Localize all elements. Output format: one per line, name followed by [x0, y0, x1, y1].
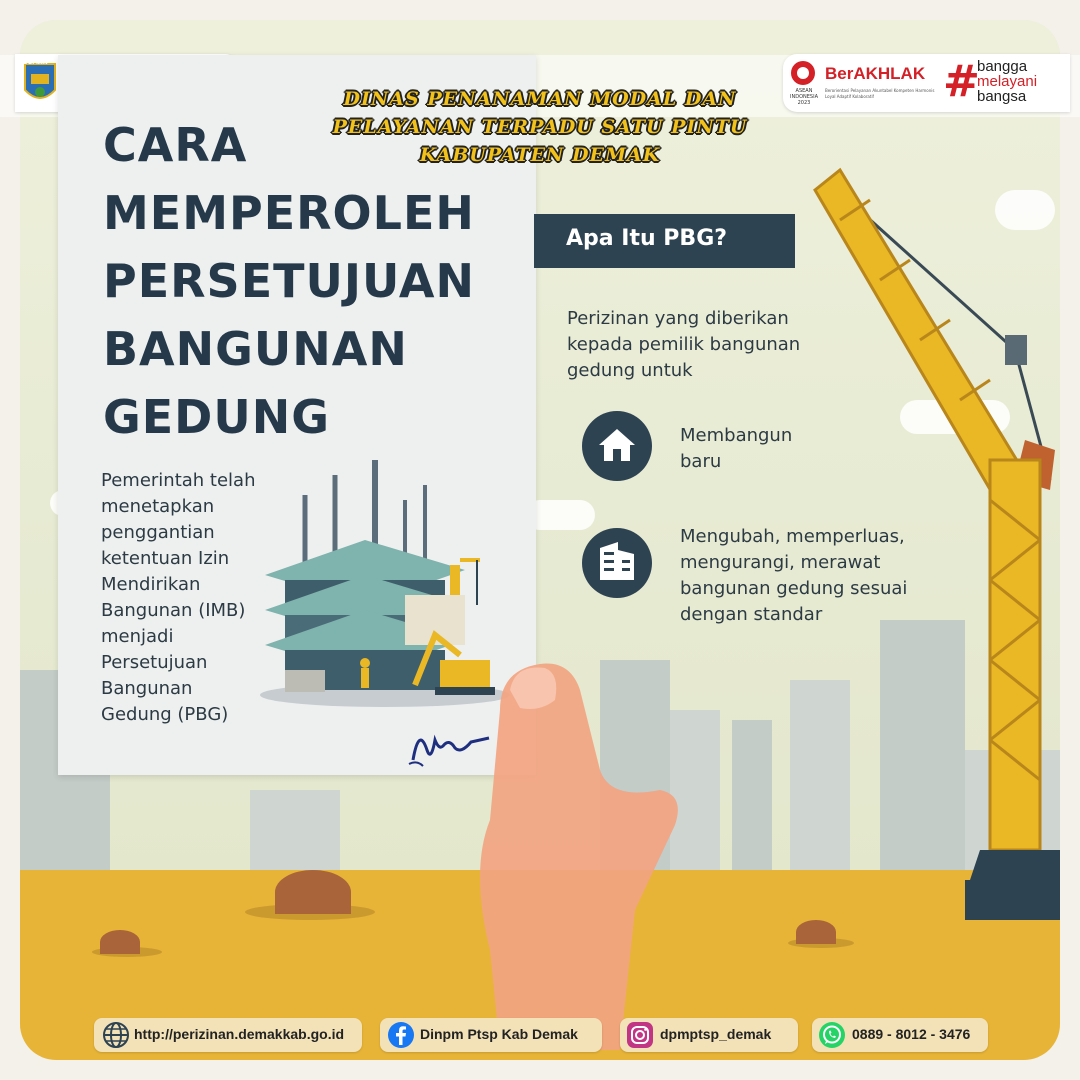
berakhlak-subtext: Berorientasi Pelayanan Akuntabel Kompeten Harmonis Loyal Adaptif Kolaboratif: [825, 88, 935, 99]
house-icon: [597, 425, 637, 465]
main-title-line-3: PERSETUJUAN: [103, 254, 475, 308]
instagram-icon: [626, 1021, 654, 1049]
pbg-item-2-line: dengan standar: [680, 604, 823, 625]
berakhlak-text: BerAKHLAK: [825, 64, 926, 83]
pbg-item-2-line: mengurangi, merawat: [680, 552, 881, 573]
main-title-line-2: MEMPEROLEH: [103, 186, 475, 240]
city-building: [732, 720, 772, 880]
pbg-item-1-line: Membangun: [680, 425, 793, 446]
agency-title-line-3: KABUPATEN DEMAK: [419, 144, 661, 166]
city-building: [250, 790, 340, 880]
description-line: Gedung (PBG): [101, 704, 229, 725]
asean-label: ASEAN INDONESIA 2023: [790, 88, 818, 106]
agency-title-line-2: PELAYANAN TERPADU SATU PINTU: [332, 116, 748, 138]
pbg-intro-line: Perizinan yang diberikan: [567, 308, 789, 329]
demak-seal-icon: [23, 60, 57, 106]
main-title-line-5: GEDUNG: [103, 390, 330, 444]
main-title-line-1: CARA: [103, 118, 248, 172]
pbg-section-tag: Apa Itu PBG?: [534, 214, 795, 268]
pbg-intro-line: gedung untuk: [567, 360, 693, 381]
hand-illustration: [460, 650, 690, 1050]
pbg-item-1-line: baru: [680, 451, 722, 472]
description-line: Pemerintah telah: [101, 470, 256, 491]
asean-emblem-icon: [789, 60, 817, 86]
description-line: Persetujuan: [101, 652, 208, 673]
footer-website-link[interactable]: http://perizinan.demakkab.go.id: [134, 1026, 345, 1042]
facebook-icon: [387, 1021, 415, 1049]
globe-icon: [102, 1021, 130, 1049]
agency-title-line-1: DINAS PENANAMAN MODAL DAN: [343, 88, 737, 110]
pbg-item-icon-2: [582, 528, 652, 598]
pbg-item-icon-1: [582, 411, 652, 481]
description-line: menjadi: [101, 626, 174, 647]
description-line: penggantian: [101, 522, 215, 543]
building-icon: [596, 540, 638, 584]
description-line: Mendirikan: [101, 574, 201, 595]
footer-instagram-link[interactable]: dpmptsp_demak: [660, 1026, 772, 1042]
description-line: Bangunan: [101, 678, 193, 699]
main-title-line-4: BANGUNAN: [103, 322, 408, 376]
pbg-intro-line: kepada pemilik bangunan: [567, 334, 801, 355]
footer-whatsapp-number[interactable]: 0889 - 8012 - 3476: [852, 1026, 971, 1042]
pbg-item-2-line: bangunan gedung sesuai: [680, 578, 908, 599]
description-line: Bangunan (IMB): [101, 600, 246, 621]
description-line: menetapkan: [101, 496, 215, 517]
dirt-mound: [796, 920, 836, 944]
pbg-item-2-line: Mengubah, memperluas,: [680, 526, 905, 547]
slogan-line-1: bangga: [977, 58, 1028, 75]
dirt-mound: [100, 930, 140, 954]
slogan-line-2: melayani: [977, 73, 1038, 90]
description-line: ketentuan Izin: [101, 548, 230, 569]
footer-facebook-link[interactable]: Dinpm Ptsp Kab Demak: [420, 1026, 578, 1042]
slogan-line-3: bangsa: [977, 88, 1027, 105]
hashtag-text: #: [943, 56, 980, 107]
whatsapp-icon: [818, 1021, 846, 1049]
seal-label: DEMAK: [23, 59, 48, 66]
dirt-mound: [275, 870, 351, 914]
